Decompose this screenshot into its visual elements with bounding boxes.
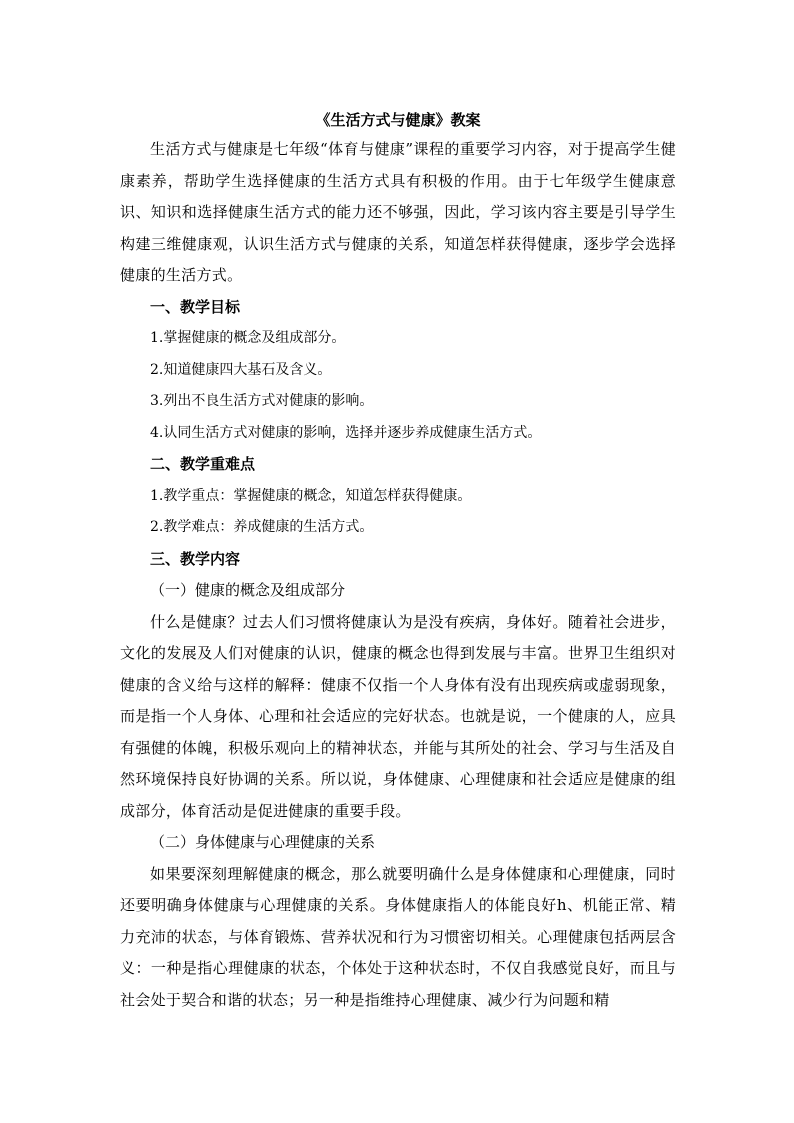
objective-item: 1.掌握健康的概念及组成部分。 — [150, 330, 346, 346]
objective-item: 3.列出不良生活方式对健康的影响。 — [150, 393, 374, 409]
objective-item: 2.知道健康四大基石及含义。 — [150, 361, 332, 378]
key-point-item: 2.教学难点：养成健康的生活方式。 — [150, 519, 374, 535]
section-heading-key-points: 二、教学重难点 — [150, 455, 256, 473]
document-body — [120, 108, 676, 1016]
objective-item: 4.认同生活方式对健康的影响，选择并逐步养成健康生活方式。 — [150, 424, 542, 441]
key-point-item: 1.教学重点：掌握健康的概念，知道怎样获得健康。 — [150, 487, 472, 504]
intro-paragraph: 生活方式与健康是七年级“体育与健康”课程的重要学习内容，对于提高学生健康素养，帮助学生选择健康的生活方式具有积极的作用。由于七年级学生健康意识、知识和选择健康生活方式的能力还不够强，因此，学习该内容主要是引导学生构建三维健康观，认识生活方式与健康的关系，知道怎样获得健康，逐步学会选择健康的生活方式。 — [120, 140, 676, 284]
health-concept-paragraph: 什么是健康？过去人们习惯将健康认为是没有疾病，身体好。随着社会进步，文化的发展及人们对健康的认识，健康的概念也得到发展与丰富。世界卫生组织对健康的含义给与这样的解释：健康不仅指一个人身体有没有出现疾病或虚弱现象，而是指一个人身体、心理和社会适应的完好状态。也就是说，一个健康的人，应具有强健的体魄，积极乐观向上的精神状态，并能与其所处的社会、学习与生活及自然环境保持良好协调的关系。所以说，身体健康、心理健康和社会适应是健康的组成部分，体育活动是促进健康的重要手段。 — [120, 612, 676, 820]
body-mind-paragraph: 如果要深刻理解健康的概念，那么就要明确什么是身体健康和心理健康，同时还要明确身体健康与心理健康的关系。身体健康指人的体能良好h、机能正常、精力充沛的状态，与体育锻炼、营养状况和行为习惯密切相关。心理健康包括两层含义：一种是指心理健康的状态，个体处于这种状态时，不仅自我感觉良好，而且与社会处于契合和谐的状态；另一种是指维持心理健康、减少行为问题和精 — [120, 864, 676, 1009]
section-heading-objectives: 一、教学目标 — [150, 297, 241, 316]
section-heading-content: 三、教学内容 — [150, 549, 241, 568]
subsection-heading-body-mind: （二）身体健康与心理健康的关系 — [150, 833, 376, 851]
document-title: 《生活方式与健康》教案 — [315, 111, 481, 129]
subsection-heading-health-concept: （一）健康的概念及组成部分 — [150, 581, 346, 599]
